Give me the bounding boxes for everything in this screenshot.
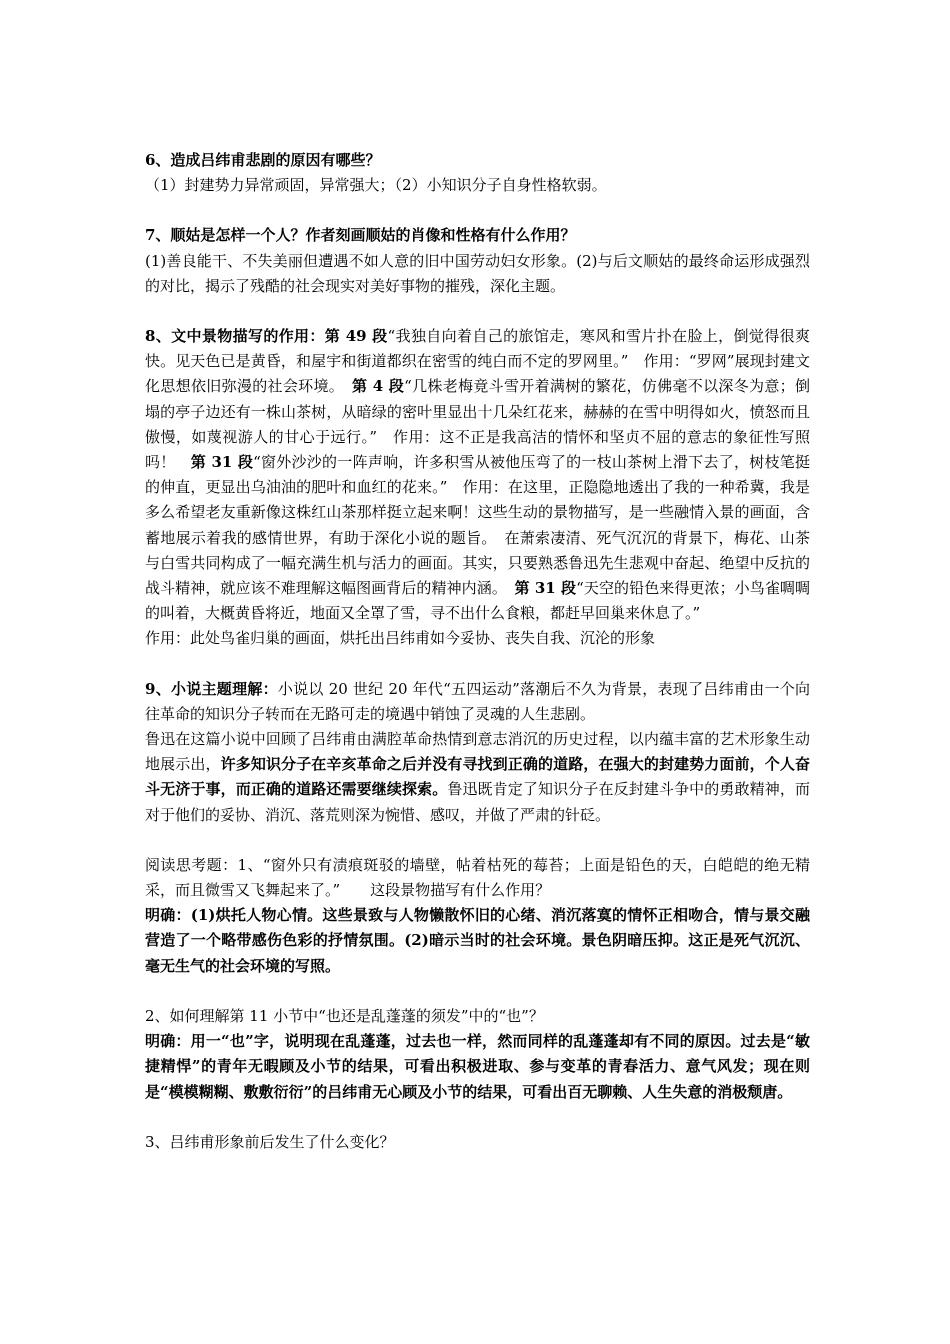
question-9-text-2c: 鲁迅既肯定了知识分子在反封建斗争中的勇敢精神，而对于他们的妥协、消沉、落荒则深为惋惜、感叹，并做了严肃的针砭。 (145, 780, 810, 824)
question-9-paragraph-1 (145, 677, 810, 727)
reading-question-2-text: 2、如何理解第 11 小节中“也还是乱蓬蓬的须发”中的“也”？ (145, 1006, 544, 1025)
paragraph-31b-label: 第 31 段 (514, 579, 577, 598)
paragraph-31a-text: “窗外沙沙的一阵声响，许多积雪从被他压弯了的一枝山茶树上滑下去了，树枝笔挺的伸直，更显出乌油油的肥叶和血红的花来。” 作用：在这里，正隐隐地透出了我的一种希冀，我是多么希望老友重新像这株红山茶那样挺立起来啊！这些生动的景物描写，是一些融情入景的画面，含蓄地展示着我的感情世界，有助于深化小说的题旨。 在萧索凄清、死气沉沉的背景下，梅花、山茶与白雪共同构成了一幅充满生机与活力的画面。其实，只要熟悉鲁迅先生悲观中奋起、绝望中反抗的战斗精神，就应该不难理解这幅图画背后的精神内涵。 (145, 453, 810, 598)
paragraph-4-text: “几株老梅竟斗雪开着满树的繁花，仿佛毫不以深冬为意；倒塌的亭子边还有一株山茶树，从暗绿的密叶里显出十几朵红花来，赫赫的在雪中明得如火，愤怒而且傲慢，如蔑视游人的甘心于远行。” 作用：这不正是我高洁的情怀和坚贞不屈的意志的象征性写照吗！ (145, 377, 810, 472)
question-9-text-2b: 许多知识分子在辛亥革命之后并没有寻找到正确的道路，在强大的封建势力面前，个人奋斗无济于事，而正确的道路还需要继续探索。 (145, 755, 810, 799)
question-9 (145, 677, 810, 828)
question-8 (145, 324, 810, 652)
question-9-paragraph-2 (145, 727, 810, 828)
question-6-answer: （1）封建势力异常顽固，异常强大；（2）小知识分子自身性格软弱。 (145, 176, 607, 195)
reading-answer-1-text: 明确：(1)烘托人物心情。这些景致与人物懒散怀旧的心绪、消沉落寞的情怀正相吻合，情与景交融营造了一个略带感伤色彩的抒情氛围。(2)暗示当时的社会环境。景色阴暗压抑。这正是死气沉沉、毫无生气的社会环境的写照。 (145, 906, 810, 975)
reading-answer-2-text: 明确：用一“也”字，说明现在乱蓬蓬，过去也一样，然而同样的乱蓬蓬却有不同的原因。过去是“敏捷精悍”的青年无暇顾及小节的结果，可看出积极进取、参与变革的青春活力、意气风发；现在则是“模模糊糊、敷敷衍衍”的吕纬甫无心顾及小节的结果，可看出百无聊赖、人生失意的消极颓唐。 (145, 1032, 810, 1101)
reading-question-3-text: 3、吕纬甫形象前后发生了什么变化？ (145, 1132, 395, 1151)
question-9-text-2a: 鲁迅在这篇小说中回顾了吕纬甫由满腔革命热情到意志消沉的历史过程，以内蕴丰富的艺术形象生动地展示出， (145, 730, 810, 774)
paragraph-49-text: “我独自向着自己的旅馆走，寒风和雪片扑在脸上，倒觉得很爽快。见天色已是黄昏，和屋宇和街道都织在密雪的纯白而不定的罗网里。” 作用：“罗网”展现封建文化思想依旧弥漫的社会环境。 (145, 327, 810, 396)
question-7 (145, 223, 810, 299)
question-7-title: 7、顺姑是怎样一个人？作者刻画顺姑的肖像和性格有什么作用？ (145, 226, 576, 245)
paragraph-49-label: 第 49 段 (324, 327, 388, 346)
reading-question-1 (145, 853, 810, 979)
question-7-answer: (1)善良能干、不失美丽但遭遇不如人意的旧中国劳动妇女形象。(2)与后文顺姑的最终命运形成强烈的对比，揭示了残酷的社会现实对美好事物的摧残，深化主题。 (145, 251, 810, 295)
paragraph-31a-label: 第 31 段 (190, 453, 254, 472)
reading-question-1-text: 阅读思考题：1、“窗外只有渍痕斑驳的墙壁，帖着枯死的莓苔；上面是铅色的天，白皑皑的绝无精采，而且微雪又飞舞起来了。” 这段景物描写有什么作用？ (145, 855, 810, 900)
paragraph-31b-text: “天空的铅色来得更浓；小鸟雀啁啁的叫着，大概黄昏将近，地面又全罩了雪，寻不出什么食粮，都赶早回巢来休息了。” (145, 579, 810, 623)
reading-question-3 (145, 1130, 810, 1155)
paragraph-4-label: 第 4 段 (351, 377, 405, 396)
document-body (145, 148, 810, 1180)
reading-question-2 (145, 1004, 810, 1105)
question-6-title: 6、造成吕纬甫悲剧的原因有哪些？ (145, 151, 381, 169)
question-9-title: 9、小说主题理解： (145, 679, 278, 698)
question-8-paragraph (145, 324, 810, 626)
question-9-text-1: 小说以 20 世纪 20 年代“五四运动”落潮后不久为背景，表现了吕纬甫由一个向往革命的知识分子转而在无路可走的境遇中销蚀了灵魂的人生悲剧。 (145, 679, 810, 723)
paragraph-31b-effect: 作用：此处鸟雀归巢的画面，烘托出吕纬甫如今妥协、丧失自我、沉沦的形象 (145, 629, 656, 648)
question-6 (145, 148, 810, 198)
question-8-title: 8、文中景物描写的作用： (145, 327, 325, 346)
